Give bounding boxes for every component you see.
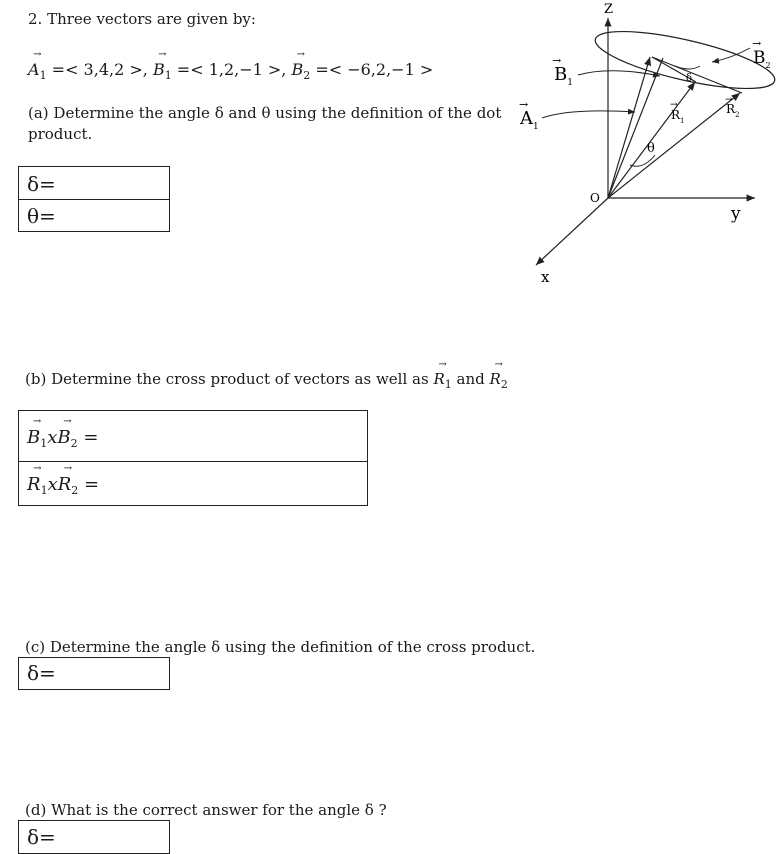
and-text: and [456,370,485,388]
a1-arrow-glyph: → [519,98,529,111]
a1-pointer [542,111,635,118]
vector-b1: → $B_1$ [153,60,172,79]
part-b-question [25,370,508,391]
r1-cross-r2: → $R_1x\to R_2$ = [27,474,99,495]
delta-label: δ [686,73,693,84]
r2-label: $R_2$ [726,102,740,119]
cone-top-line-2 [652,57,742,93]
part-b-answer-box[interactable] [18,410,368,506]
b2-arrow-glyph: → [752,37,762,50]
vector-a1: → $A_1$ [28,60,47,79]
vector-a1-line [608,57,650,198]
part-c-question: (c) Determine the angle δ using the definition of the cross product. [25,638,536,656]
origin-label: O [590,191,600,205]
b2-pointer [712,48,750,62]
b1-pointer [578,71,660,76]
part-a-question-cont: product. [28,125,93,143]
r1-arrow-glyph: → [670,100,678,110]
theta-answer-label: θ= [27,204,56,228]
y-label: y [731,204,741,224]
part-b-question-text: (b) Determine the cross product of vectors as well as [25,370,429,388]
divider [19,199,169,200]
r1-label: $R_1$ [671,108,685,125]
vector-r1-line [608,82,695,198]
cone-edge-left [608,58,663,198]
b1-cross-b2: → $B_1x\to B_2$ = [27,427,98,448]
divider [19,461,367,462]
vector-b2: → $B_2$ [291,60,310,79]
z-label: Z [604,2,614,17]
vector-b1-value: =< 1,2,−1 >, [176,60,287,79]
b1-label: $B_1$ [554,64,573,88]
part-c-answer-box[interactable] [18,657,170,690]
part-d-question: (d) What is the correct answer for the angle δ ? [25,801,387,819]
delta-answer-label: δ= [27,172,56,196]
r2-arrow-glyph: → [725,95,733,105]
x-axis [536,198,608,265]
vector-definitions [28,60,434,82]
delta-answer-label: δ= [27,661,56,685]
vector-r2: → $R_2$ [490,370,508,388]
vector-b2-value: =< −6,2,−1 > [315,60,434,79]
vector-r1: → $R_1$ [433,370,451,388]
cone-ellipse [591,20,776,100]
part-a-question: (a) Determine the angle δ and θ using the definition of the dot [28,104,502,122]
theta-label: θ [647,141,655,156]
vector-diagram [500,0,776,290]
x-label: x [541,268,550,286]
problem-intro: 2. Three vectors are given by: [28,10,256,28]
vector-a1-value: =< 3,4,2 >, [51,60,148,79]
part-a-answer-box[interactable] [18,166,170,232]
b1-arrow-glyph: → [552,54,562,67]
part-d-answer-box[interactable] [18,820,170,854]
b2-label: $B_2$ [753,48,771,70]
a1-label: $A_1$ [520,108,539,132]
delta-answer-label: δ= [27,825,56,849]
delta-arc [675,66,700,69]
